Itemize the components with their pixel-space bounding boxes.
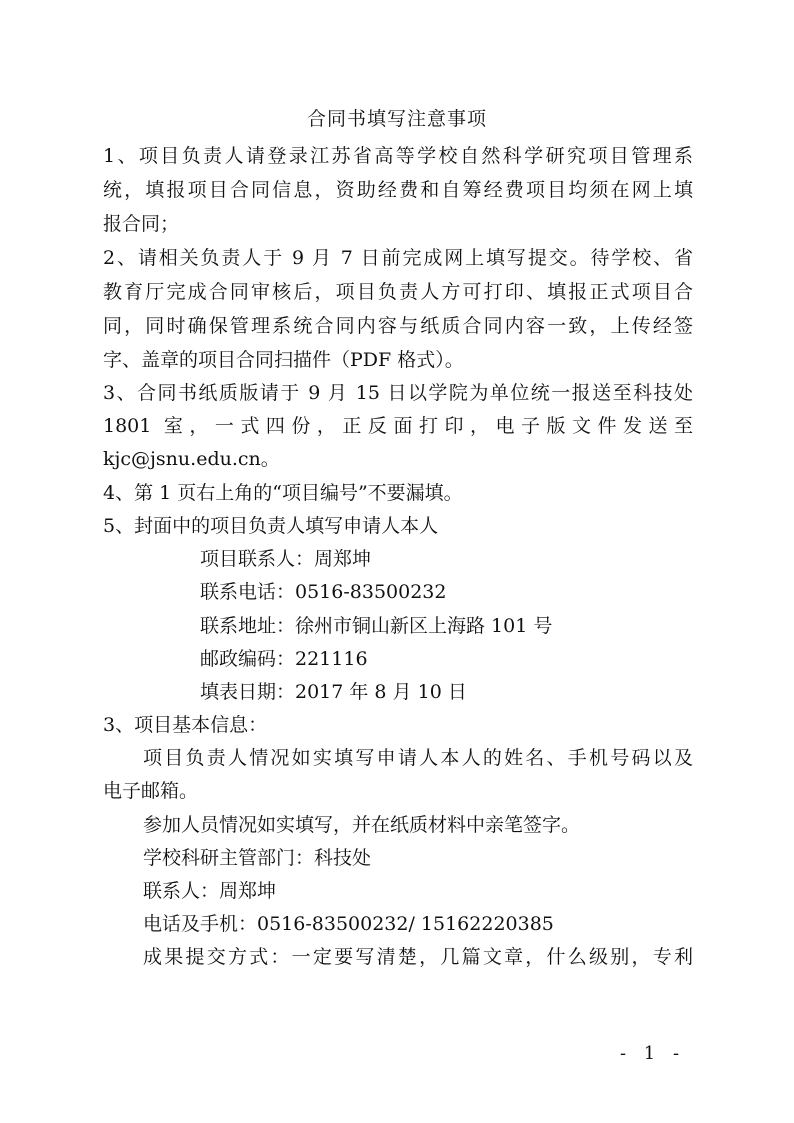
paragraph-line: 5、封面中的项目负责人填写申请人本人: [103, 515, 439, 537]
postal-code-line: 邮政编码：221116: [200, 648, 368, 670]
document-title: 合同书填写注意事项: [306, 108, 487, 130]
contact-person-line: 项目联系人：周郑坤: [200, 548, 372, 570]
paragraph-line: 联系人：周郑坤: [143, 880, 277, 902]
paragraph-line: 3、合同书纸质版请于 9 月 15 日以学院为单位统一报送至科技处: [103, 382, 693, 404]
paragraph-line: 教育厅完成合同审核后，项目负责人方可打印、填报正式项目合: [103, 281, 693, 303]
paragraph-line: 报合同；: [103, 213, 180, 235]
page-number: - 1 -: [620, 1043, 686, 1064]
paragraph-line: 同，同时确保管理系统合同内容与纸质合同内容一致，上传经签: [103, 315, 693, 337]
email-line: kjc@jsnu.edu.cn。: [103, 448, 280, 470]
contact-phone-line: 联系电话：0516-83500232: [200, 581, 447, 603]
paragraph-line: 1、项目负责人请登录江苏省高等学校自然科学研究项目管理系: [103, 145, 693, 167]
section-heading: 3、项目基本信息：: [103, 714, 268, 736]
paragraph-line: 学校科研主管部门：科技处: [143, 847, 372, 869]
paragraph-line: 2、请相关负责人于 9 月 7 日前完成网上填写提交。待学校、省: [103, 247, 693, 269]
paragraph-line: 统，填报项目合同信息，资助经费和自筹经费项目均须在网上填: [103, 179, 693, 201]
paragraph-line: 项目负责人情况如实填写申请人本人的姓名、手机号码以及: [143, 747, 693, 769]
paragraph-line: 1801 室，一式四份，正反面打印，电子版文件发送至: [103, 415, 693, 437]
paragraph-line: 4、第 1 页右上角的“项目编号”不要漏填。: [103, 482, 463, 504]
contact-address-line: 联系地址：徐州市铜山新区上海路 101 号: [200, 615, 553, 637]
paragraph-line: 成果提交方式：一定要写清楚，几篇文章，什么级别，专利: [143, 946, 693, 968]
paragraph-line: 参加人员情况如实填写，并在纸质材料中亲笔签字。: [143, 814, 581, 836]
fill-date-line: 填表日期：2017 年 8 月 10 日: [200, 681, 467, 703]
paragraph-line: 电话及手机：0516-83500232/ 15162220385: [143, 913, 554, 935]
paragraph-line: 字、盖章的项目合同扫描件（PDF 格式）。: [103, 349, 464, 371]
paragraph-line: 电子邮箱。: [103, 780, 199, 802]
